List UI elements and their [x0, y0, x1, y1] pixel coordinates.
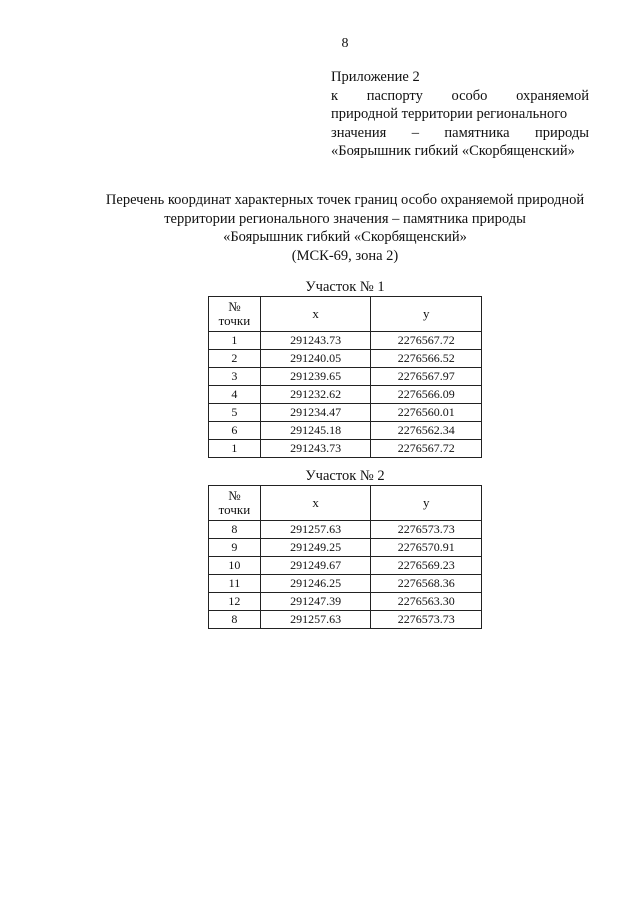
appendix-block: [331, 68, 589, 161]
cell-x: 291249.67: [260, 557, 371, 575]
heading-line-3: «Боярышник гибкий «Скорбященский»: [223, 229, 467, 245]
header-x: x: [260, 486, 371, 521]
cell-point-number: 8: [209, 611, 261, 629]
heading-line-2: территории регионального значения – памятника природы: [164, 210, 526, 227]
cell-y: 2276568.36: [371, 575, 482, 593]
header-point-word: точки: [218, 502, 251, 517]
section-title-2: Участок № 2: [305, 468, 385, 484]
cell-x: 291243.73: [260, 332, 371, 350]
cell-y: 2276569.23: [371, 557, 482, 575]
section-title-1: Участок № 1: [305, 279, 385, 295]
coordinates-table-2: [208, 485, 482, 629]
header-point-number: [209, 297, 261, 332]
table-header-row: [209, 297, 482, 332]
cell-y: 2276566.09: [371, 386, 482, 404]
header-point-word: точки: [218, 313, 251, 328]
appendix-title: Приложение 2: [331, 69, 420, 85]
cell-point-number: 3: [209, 368, 261, 386]
header-x: x: [260, 297, 371, 332]
cell-point-number: 5: [209, 404, 261, 422]
table-body: [209, 332, 482, 458]
cell-x: 291239.65: [260, 368, 371, 386]
table-row: [209, 350, 482, 368]
appendix-word: природы: [535, 124, 589, 141]
table-row: [209, 332, 482, 350]
cell-point-number: 9: [209, 539, 261, 557]
header-y: y: [371, 297, 482, 332]
table-row: [209, 386, 482, 404]
cell-x: 291257.63: [260, 521, 371, 539]
table-row: [209, 521, 482, 539]
appendix-word: особо: [451, 87, 488, 104]
table-row: [209, 539, 482, 557]
cell-x: 291257.63: [260, 611, 371, 629]
appendix-line-5: «Боярышник гибкий «Скорбященский»: [331, 143, 575, 159]
appendix-line-4: [331, 124, 589, 143]
table-row: [209, 611, 482, 629]
table-row: [209, 557, 482, 575]
appendix-word: охраняемой: [516, 87, 589, 104]
page-number: 8: [341, 36, 349, 51]
cell-point-number: 11: [209, 575, 261, 593]
appendix-word: значения: [331, 124, 387, 141]
appendix-word: памятника: [444, 124, 510, 141]
appendix-line-2: [331, 87, 589, 106]
cell-x: 291247.39: [260, 593, 371, 611]
table-header-row: [209, 486, 482, 521]
table-row: [209, 368, 482, 386]
cell-y: 2276573.73: [371, 521, 482, 539]
appendix-word: –: [411, 124, 419, 141]
header-point-sign: №: [228, 299, 241, 314]
cell-x: 291234.47: [260, 404, 371, 422]
cell-x: 291240.05: [260, 350, 371, 368]
cell-point-number: 10: [209, 557, 261, 575]
cell-y: 2276573.73: [371, 611, 482, 629]
table-row: [209, 440, 482, 458]
header-point-number: [209, 486, 261, 521]
table-row: [209, 404, 482, 422]
table-row: [209, 575, 482, 593]
cell-y: 2276567.72: [371, 440, 482, 458]
cell-point-number: 6: [209, 422, 261, 440]
cell-x: 291243.73: [260, 440, 371, 458]
cell-y: 2276567.97: [371, 368, 482, 386]
cell-point-number: 2: [209, 350, 261, 368]
cell-y: 2276560.01: [371, 404, 482, 422]
table-body: [209, 521, 482, 629]
cell-point-number: 8: [209, 521, 261, 539]
cell-y: 2276567.72: [371, 332, 482, 350]
cell-y: 2276562.34: [371, 422, 482, 440]
header-y: y: [371, 486, 482, 521]
cell-x: 291232.62: [260, 386, 371, 404]
cell-point-number: 12: [209, 593, 261, 611]
cell-x: 291245.18: [260, 422, 371, 440]
cell-y: 2276563.30: [371, 593, 482, 611]
cell-point-number: 1: [209, 332, 261, 350]
table-row: [209, 593, 482, 611]
header-point-sign: №: [228, 488, 241, 503]
heading-line-4: (МСК-69, зона 2): [291, 247, 399, 264]
table-row: [209, 422, 482, 440]
heading-line-1: Перечень координат характерных точек границ особо охраняемой природной: [105, 192, 585, 208]
cell-y: 2276566.52: [371, 350, 482, 368]
document-heading: [60, 191, 630, 265]
cell-x: 291246.25: [260, 575, 371, 593]
appendix-word: к: [331, 87, 339, 104]
cell-point-number: 1: [209, 440, 261, 458]
appendix-word: паспорту: [366, 87, 423, 104]
cell-y: 2276570.91: [371, 539, 482, 557]
appendix-line-3: природной территории регионального: [331, 106, 568, 122]
cell-point-number: 4: [209, 386, 261, 404]
coordinates-table-1: [208, 296, 482, 458]
cell-x: 291249.25: [260, 539, 371, 557]
